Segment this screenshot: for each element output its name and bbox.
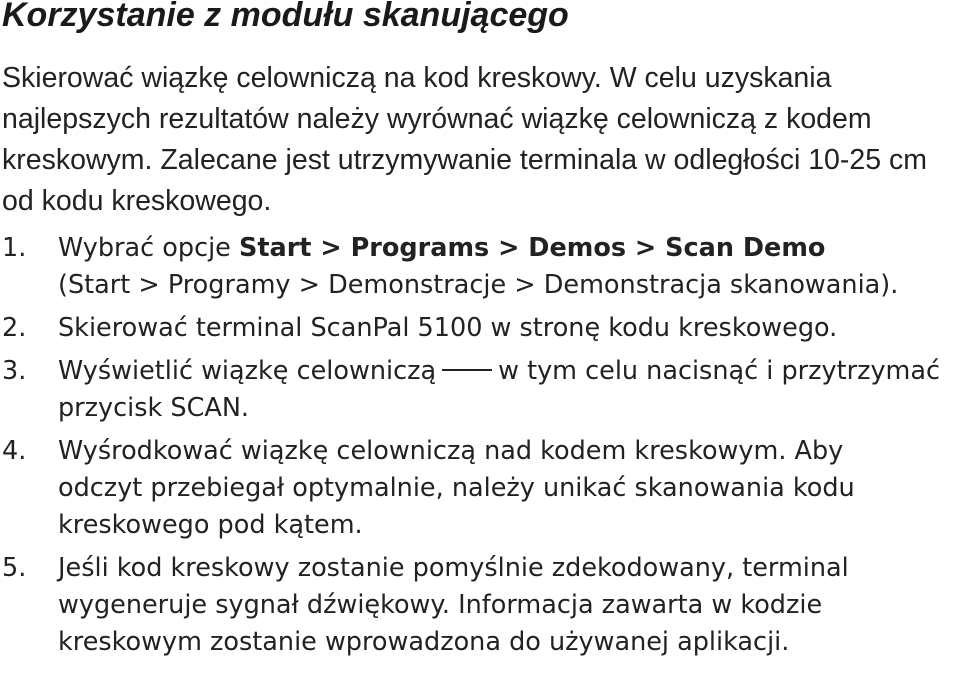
- step-line: kreskowym zostanie wprowadzona do używanej aplikacji.: [58, 627, 790, 657]
- step-line: [58, 353, 960, 390]
- step-number: 5.: [2, 553, 27, 583]
- step-line: przycisk SCAN.: [58, 393, 250, 423]
- step-text: w tym celu nacisnąć i przytrzymać: [498, 356, 941, 386]
- step-line: Wyśrodkować wiązkę celowniczą nad kodem kreskowym. Aby: [58, 436, 844, 466]
- step-line: (Start > Programy > Demonstracje > Demonstracja skanowania).: [58, 270, 899, 300]
- step-line: wygeneruje sygnał dźwiękowy. Informacja zawarta w kodzie: [58, 590, 823, 620]
- section-title: Korzystanie z modułu skanującego: [2, 0, 569, 34]
- step-item-1: [0, 230, 960, 304]
- step-text: Wyświetlić wiązkę celowniczą: [58, 356, 437, 386]
- step-line: Skierować terminal ScanPal 5100 w stronę kodu kreskowego.: [58, 313, 838, 343]
- step-item-2: [0, 310, 960, 347]
- intro-line: kreskowym. Zalecane jest utrzymywanie terminala w odległości 10-25 cm: [2, 144, 928, 176]
- step-line: [58, 230, 960, 267]
- steps-list: [0, 230, 960, 661]
- step-number: 4.: [2, 436, 27, 466]
- step-text: Wybrać opcje: [58, 233, 239, 263]
- step-number: 1.: [2, 233, 27, 263]
- step-number: 3.: [2, 356, 27, 386]
- step-line: odczyt przebiegał optymalnie, należy unikać skanowania kodu: [58, 473, 855, 503]
- step-line: Jeśli kod kreskowy zostanie pomyślnie zdekodowany, terminal: [58, 553, 849, 583]
- intro-line: Skierować wiązkę celowniczą na kod kreskowy. W celu uzyskania: [2, 62, 832, 94]
- step-item-4: [0, 433, 960, 544]
- em-dash: [442, 369, 492, 371]
- menu-path: Start > Programs > Demos > Scan Demo: [238, 233, 826, 263]
- step-number: 2.: [2, 313, 27, 343]
- intro-line: od kodu kreskowego.: [2, 185, 272, 217]
- intro-line: najlepszych rezultatów należy wyrównać wiązkę celowniczą z kodem: [2, 103, 872, 135]
- step-line: kreskowego pod kątem.: [58, 510, 363, 540]
- step-item-3: [0, 353, 960, 427]
- step-item-5: [0, 550, 960, 661]
- intro-paragraph: [2, 58, 958, 222]
